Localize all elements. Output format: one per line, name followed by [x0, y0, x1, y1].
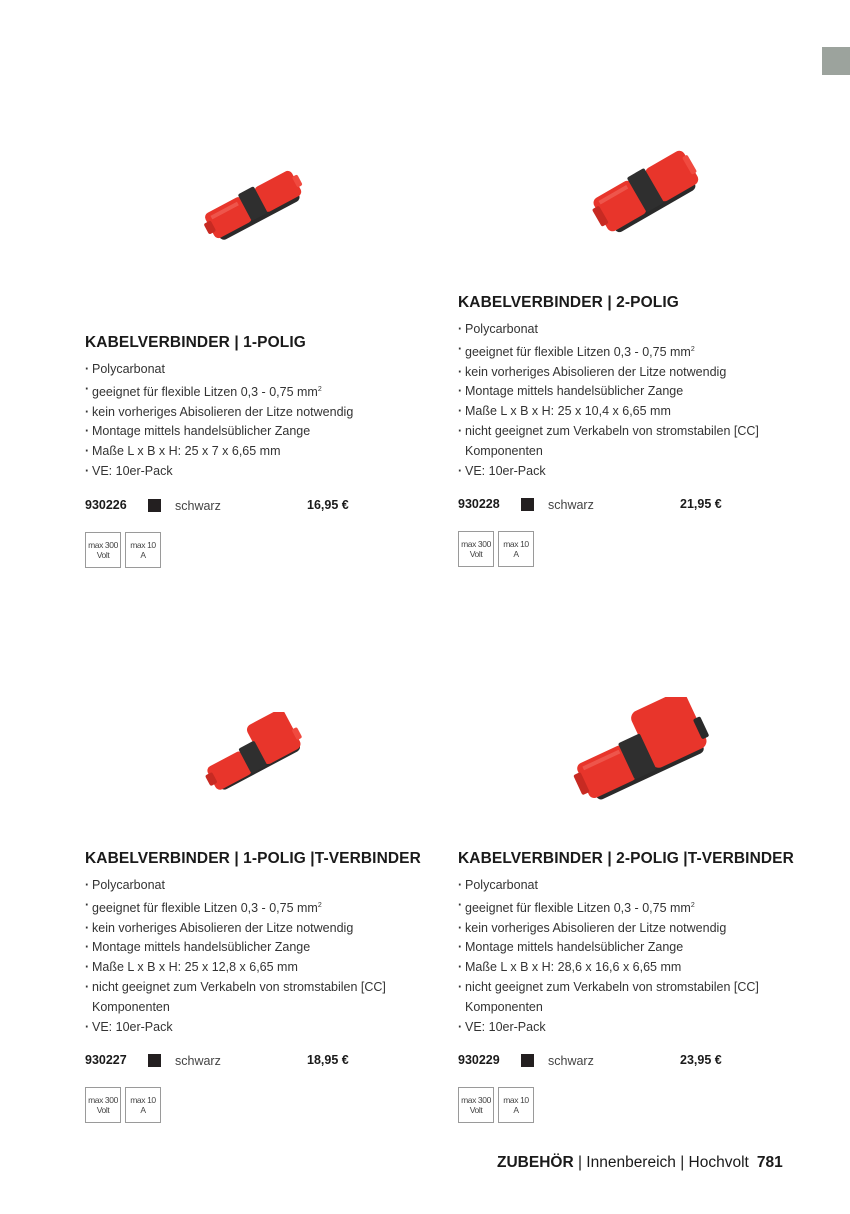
feature-item: · Maße L x B x H: 28,6 x 16,6 x 6,65 mm: [458, 958, 818, 978]
product-image-3: [200, 712, 310, 797]
price: 23,95 €: [680, 1053, 722, 1068]
current-badge: max 10 A: [498, 531, 534, 567]
feature-item: · Montage mittels handelsüblicher Zange: [85, 938, 445, 958]
feature-item: · Polycarbonat: [85, 876, 445, 896]
feature-item: · Montage mittels handelsüblicher Zange: [85, 422, 445, 442]
feature-item: · Polycarbonat: [458, 876, 818, 896]
feature-item: · kein vorheriges Abisolieren der Litze notwendig: [85, 403, 445, 423]
spec-badges: [85, 1087, 445, 1123]
feature-item: · geeignet für flexible Litzen 0,3 - 0,75 $mm^2$: [458, 896, 818, 919]
feature-item: · nicht geeignet zum Verkabeln von stromstabilen [CC] Komponenten: [458, 422, 818, 462]
voltage-badge: max 300 Volt: [458, 531, 494, 567]
footer-subsection: Innenbereich: [586, 1154, 676, 1171]
color-swatch: [148, 499, 161, 512]
current-badge: max 10 A: [125, 1087, 161, 1123]
page-footer: [497, 1154, 783, 1172]
order-row: [458, 1051, 818, 1071]
product-title: KABELVERBINDER | 1-POLIG: [85, 334, 306, 351]
feature-item: · kein vorheriges Abisolieren der Litze notwendig: [85, 919, 445, 939]
current-badge: max 10 A: [125, 532, 161, 568]
feature-item: · VE: 10er-Pack: [458, 1018, 818, 1038]
article-number: 930226: [85, 497, 127, 512]
feature-item: · VE: 10er-Pack: [458, 462, 818, 482]
product-block: [85, 334, 445, 568]
feature-item: · Maße L x B x H: 25 x 10,4 x 6,65 mm: [458, 402, 818, 422]
product-image-4: [568, 697, 713, 809]
feature-list: [85, 876, 445, 1037]
order-row: [458, 495, 818, 515]
feature-item: · Montage mittels handelsüblicher Zange: [458, 382, 818, 402]
product-title: KABELVERBINDER | 2-POLIG: [458, 294, 679, 311]
feature-item: · geeignet für flexible Litzen 0,3 - 0,75 $mm^2$: [458, 340, 818, 363]
article-number: 930227: [85, 1053, 127, 1068]
product-block: [458, 294, 818, 567]
footer-subsection: Hochvolt: [688, 1154, 749, 1171]
color-name: schwarz: [548, 1054, 594, 1069]
feature-item: · VE: 10er-Pack: [85, 1018, 445, 1038]
product-block: [458, 850, 818, 1123]
feature-item: · kein vorheriges Abisolieren der Litze notwendig: [458, 919, 818, 939]
feature-item: · kein vorheriges Abisolieren der Litze notwendig: [458, 363, 818, 383]
feature-list: [85, 360, 445, 482]
footer-section: ZUBEHÖR: [497, 1154, 574, 1171]
chapter-tab-marker: [822, 47, 850, 75]
spec-badges: [458, 531, 818, 567]
feature-item: · Montage mittels handelsüblicher Zange: [458, 938, 818, 958]
feature-item: · Polycarbonat: [85, 360, 445, 380]
color-swatch: [521, 498, 534, 511]
price: 21,95 €: [680, 497, 722, 512]
feature-item: · Maße L x B x H: 25 x 7 x 6,65 mm: [85, 442, 445, 462]
feature-list: [458, 320, 818, 481]
color-name: schwarz: [175, 498, 221, 513]
color-name: schwarz: [175, 1054, 221, 1069]
product-image-2: [590, 150, 705, 240]
feature-item: · Maße L x B x H: 25 x 12,8 x 6,65 mm: [85, 958, 445, 978]
price: 18,95 €: [307, 1053, 349, 1068]
footer-separator: |: [573, 1154, 587, 1171]
feature-list: [458, 876, 818, 1037]
product-title: KABELVERBINDER | 1-POLIG |T-VERBINDER: [85, 850, 421, 867]
order-row: [85, 496, 445, 516]
spec-badges: [85, 532, 445, 568]
feature-item: · geeignet für flexible Litzen 0,3 - 0,75 $mm^2$: [85, 896, 445, 919]
price: 16,95 €: [307, 497, 349, 512]
article-number: 930228: [458, 497, 500, 512]
feature-item: · VE: 10er-Pack: [85, 462, 445, 482]
order-row: [85, 1051, 445, 1071]
feature-item: · nicht geeignet zum Verkabeln von stromstabilen [CC] Komponenten: [458, 978, 818, 1018]
product-image-1: [200, 170, 310, 245]
footer-separator: |: [675, 1154, 689, 1171]
voltage-badge: max 300 Volt: [85, 532, 121, 568]
product-title: KABELVERBINDER | 2-POLIG |T-VERBINDER: [458, 850, 794, 867]
color-name: schwarz: [548, 498, 594, 513]
voltage-badge: max 300 Volt: [458, 1087, 494, 1123]
product-block: [85, 850, 445, 1123]
feature-item: · Polycarbonat: [458, 320, 818, 340]
article-number: 930229: [458, 1053, 500, 1068]
spec-badges: [458, 1087, 818, 1123]
current-badge: max 10 A: [498, 1087, 534, 1123]
color-swatch: [521, 1054, 534, 1067]
voltage-badge: max 300 Volt: [85, 1087, 121, 1123]
color-swatch: [148, 1054, 161, 1067]
feature-item: · geeignet für flexible Litzen 0,3 - 0,75 $mm^2$: [85, 380, 445, 403]
page-number: 781: [756, 1154, 783, 1171]
feature-item: · nicht geeignet zum Verkabeln von stromstabilen [CC] Komponenten: [85, 978, 445, 1018]
